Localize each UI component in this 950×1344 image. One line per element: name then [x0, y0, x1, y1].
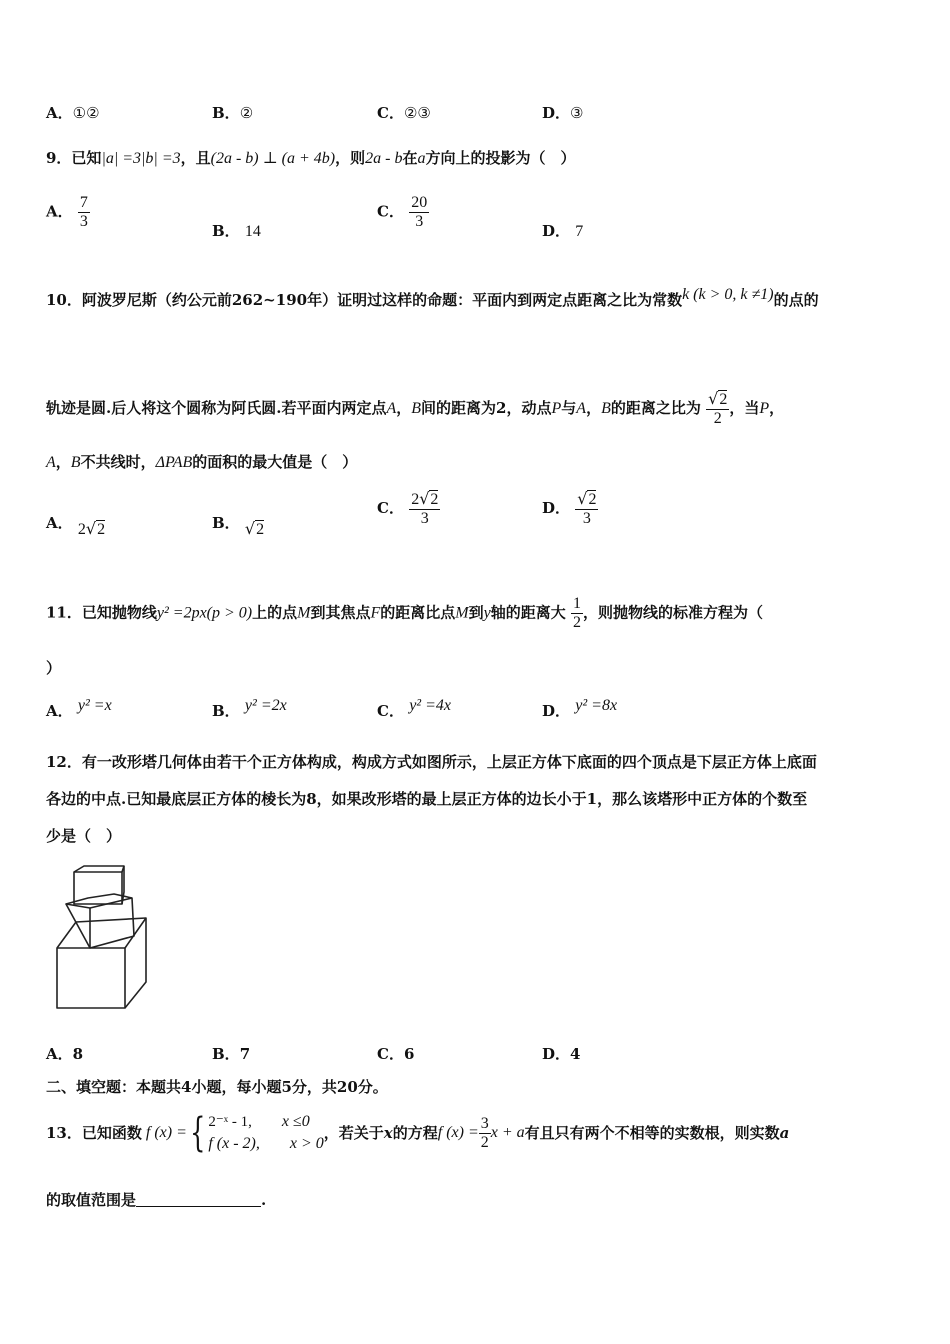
q11-line1: 11．已知抛物线y² =2px(p > 0)上的点M到其焦点F的距离比点M到y轴的距离大 $\frac{1}{2}$ ，则抛物线的标准方程为（ — [46, 595, 763, 631]
q11-close: ） — [46, 659, 62, 677]
section-heading: 二、填空题：本题共4小题，每小题5分，共20分。 — [46, 1078, 388, 1096]
q12-line2: 各边的中点.已知最底层正方体的棱长为8，如果改形塔的最上层正方体的边长小于1，那么该塔形中正方体的个数至 — [46, 790, 808, 808]
q10-line1: 10．阿波罗尼斯（约公元前262~190年）证明过这样的命题：平面内到两定点距离之比为常数k (k > 0, k ≠1)的点的 — [46, 286, 819, 309]
q8-option-a: A．①② — [46, 104, 100, 122]
q12-option-c: C．6 — [377, 1045, 415, 1063]
q10-option-a: A． 2√2 — [46, 514, 106, 538]
q9-stem: 9．已知|a| =3|b| =3，且(2a - b) ⊥ (a + 4b)，则2a - b在a方向上的投影为（ ） — [46, 149, 576, 167]
q10-option-d: D． $\frac{√2}{3}$ — [542, 489, 597, 527]
q10-option-c: C． $\frac{2√2}{3}$ — [377, 489, 439, 527]
q8-option-c: C．②③ — [377, 104, 431, 122]
q12-option-a: A．8 — [46, 1045, 84, 1063]
q13-line2: 的取值范围是 . — [46, 1191, 267, 1209]
q11-option-c: C． y² =4x — [377, 697, 451, 720]
q10-line2: 轨迹是圆.后人将这个圆称为阿氏圆.若平面内两定点A，B间的距离为2，动点P与A，B的距离之比为 $\frac{√2}{2}$ ，当P， — [46, 389, 785, 427]
q9-option-a: A． $\frac{7}{3}$ — [46, 194, 88, 230]
q12-option-b: B．7 — [212, 1045, 251, 1063]
q11-option-b: B． y² =2x — [212, 697, 287, 720]
q8-option-d: D．③ — [542, 104, 584, 122]
q12-option-d: D．4 — [542, 1045, 581, 1063]
q12-line1: 12．有一改形塔几何体由若干个正方体构成，构成方式如图所示，上层正方体下底面的四个顶点是下层正方体上底面 — [46, 753, 817, 771]
q12-line3: 少是（ ） — [46, 827, 122, 845]
bottom-cube-side — [57, 918, 146, 1008]
q9-option-c: C． $\frac{20}{3}$ — [377, 194, 428, 230]
q11-option-d: D． y² =8x — [542, 697, 618, 720]
q10-line3: A，B不共线时，ΔPAB的面积的最大值是（ ） — [46, 453, 358, 471]
q8-option-b: B．② — [212, 104, 254, 122]
q13-line1: 13．已知函数 f (x) = { 2⁻ˣ - 1, x ≤0 f (x - 2), x > 0 ，若关于 x 的方程 f (x) = $\frac{3}{2}$ x + a 有且只有两个不相等的实数根，则实数 a — [46, 1110, 790, 1156]
q9-option-d: D． 7 — [542, 222, 584, 240]
answer-blank[interactable] — [136, 1192, 261, 1207]
tower-figure — [54, 864, 154, 1012]
q10-option-b: B． √2 — [212, 514, 265, 538]
q9-option-b: B． 14 — [212, 222, 261, 240]
bottom-cube-front — [57, 948, 125, 1008]
q11-option-a: A． y² =x — [46, 697, 112, 720]
